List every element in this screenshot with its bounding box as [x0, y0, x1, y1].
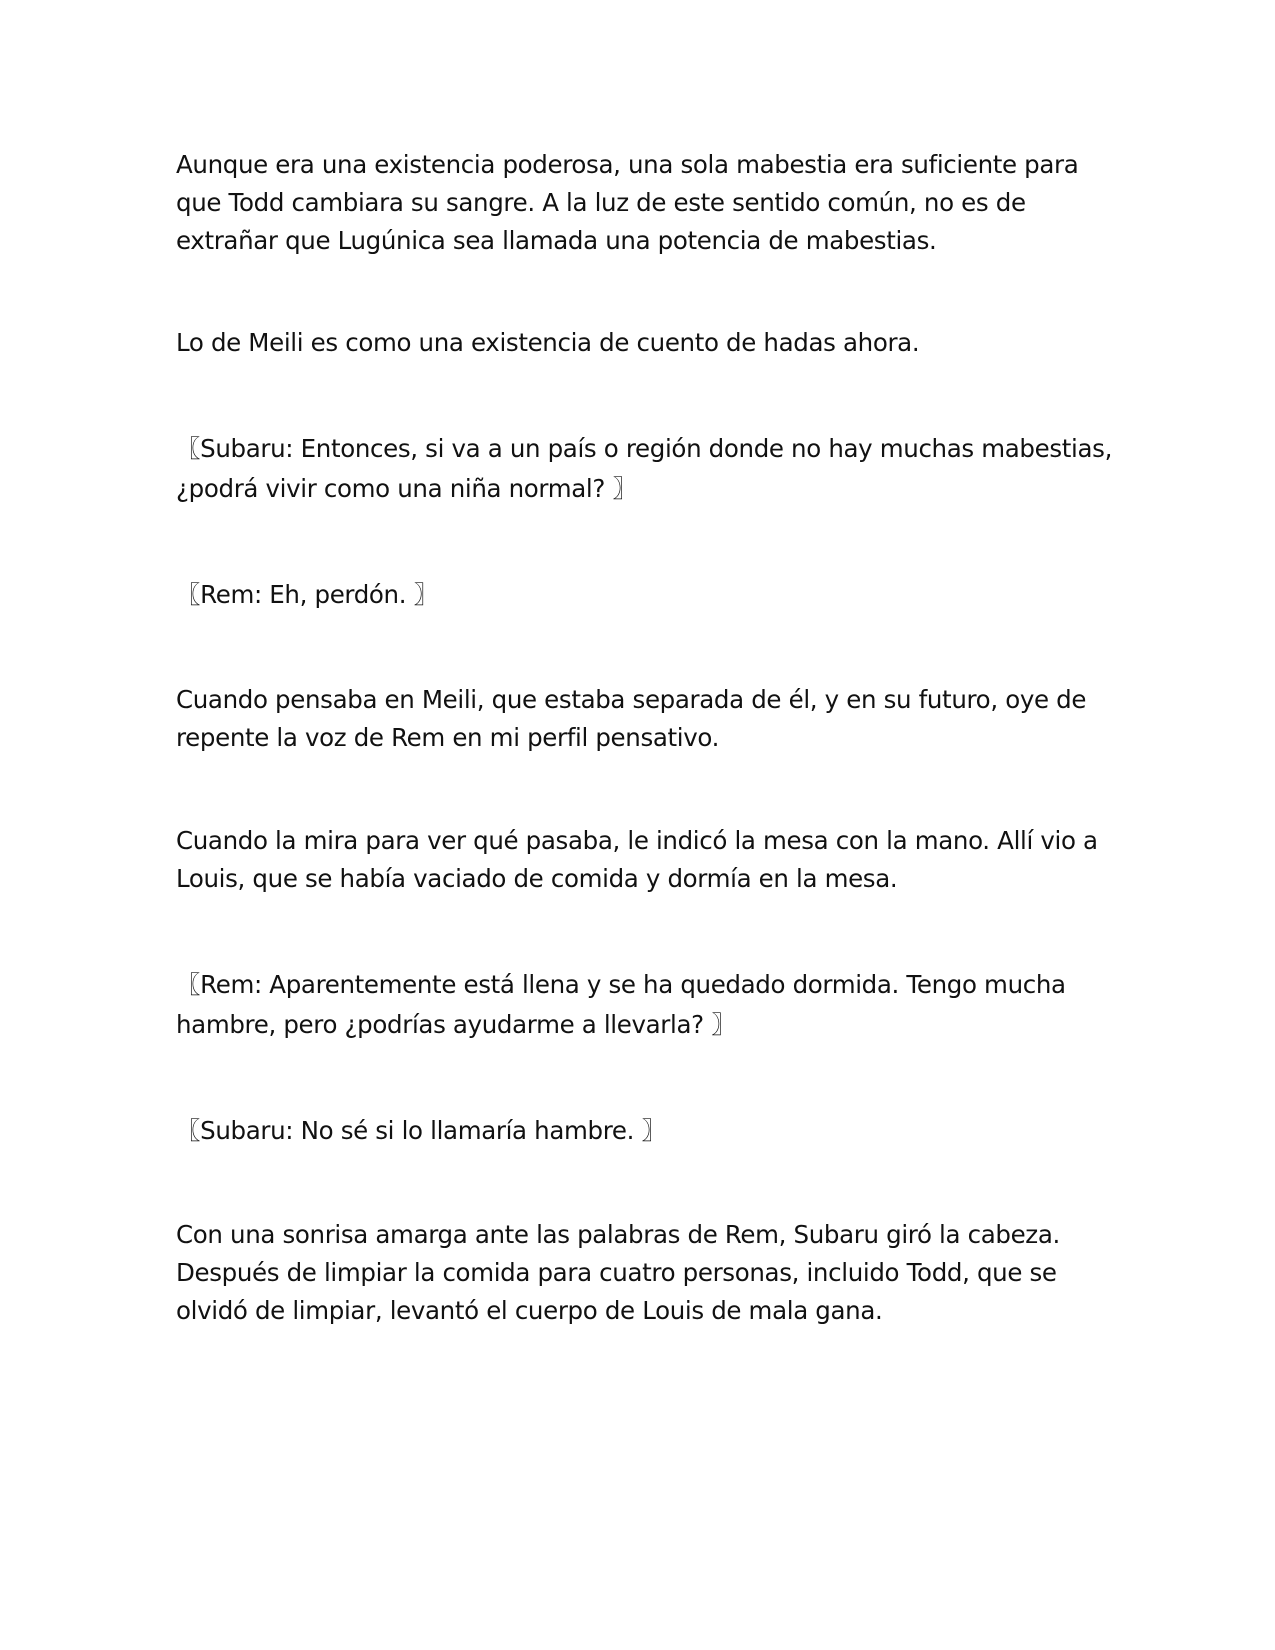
text-line: Lo de Meili es como una existencia de cuento de hadas ahora. [176, 328, 920, 357]
text-line: repente la voz de Rem en mi perfil pensativo. [176, 723, 720, 752]
text-line: 〖Rem: Aparentemente está llena y se ha quedado dormida. Tengo mucha [176, 970, 1066, 999]
text-line: Cuando la mira para ver qué pasaba, le indicó la mesa con la mano. Allí vio a [176, 826, 1098, 855]
text-line: extrañar que Lugúnica sea llamada una potencia de mabestias. [176, 226, 937, 255]
text-line: Louis, que se había vaciado de comida y dormía en la mesa. [176, 864, 898, 893]
dialogue-rem-carry-her [176, 965, 1106, 1045]
text-line: 〖Rem: Eh, perdón. 〗 [176, 580, 438, 609]
text-line: ¿podrá vivir como una niña normal? 〗 [176, 474, 637, 503]
text-line: hambre, pero ¿podrías ayudarme a llevarla? 〗 [176, 1010, 736, 1039]
text-line: que Todd cambiara su sangre. A la luz de este sentido común, no es de [176, 188, 1026, 217]
paragraph-subaru-lifts-louis [176, 1216, 1106, 1330]
text-line: Después de limpiar la comida para cuatro personas, incluido Todd, que se [176, 1258, 1057, 1287]
text-line: 〖Subaru: No sé si lo llamaría hambre. 〗 [176, 1116, 666, 1145]
paragraph-meili-fairy-tale [176, 324, 1106, 362]
paragraph-thinking-meili [176, 681, 1106, 757]
dialogue-rem-perdon [176, 575, 1106, 615]
text-line: 〖Subaru: Entonces, si va a un país o región donde no hay muchas mabestias, [176, 434, 1113, 463]
dialogue-subaru-hunger [176, 1111, 1106, 1151]
text-line: Cuando pensaba en Meili, que estaba separada de él, y en su futuro, oye de [176, 685, 1087, 714]
dialogue-subaru-normal-girl [176, 429, 1113, 509]
paragraph-louis-sleeping [176, 822, 1106, 898]
text-line: Con una sonrisa amarga ante las palabras de Rem, Subaru giró la cabeza. [176, 1220, 1060, 1249]
paragraph-mabestia-blood [176, 146, 1106, 260]
text-line: Aunque era una existencia poderosa, una sola mabestia era suficiente para [176, 150, 1079, 179]
text-line: olvidó de limpiar, levantó el cuerpo de Louis de mala gana. [176, 1296, 883, 1325]
